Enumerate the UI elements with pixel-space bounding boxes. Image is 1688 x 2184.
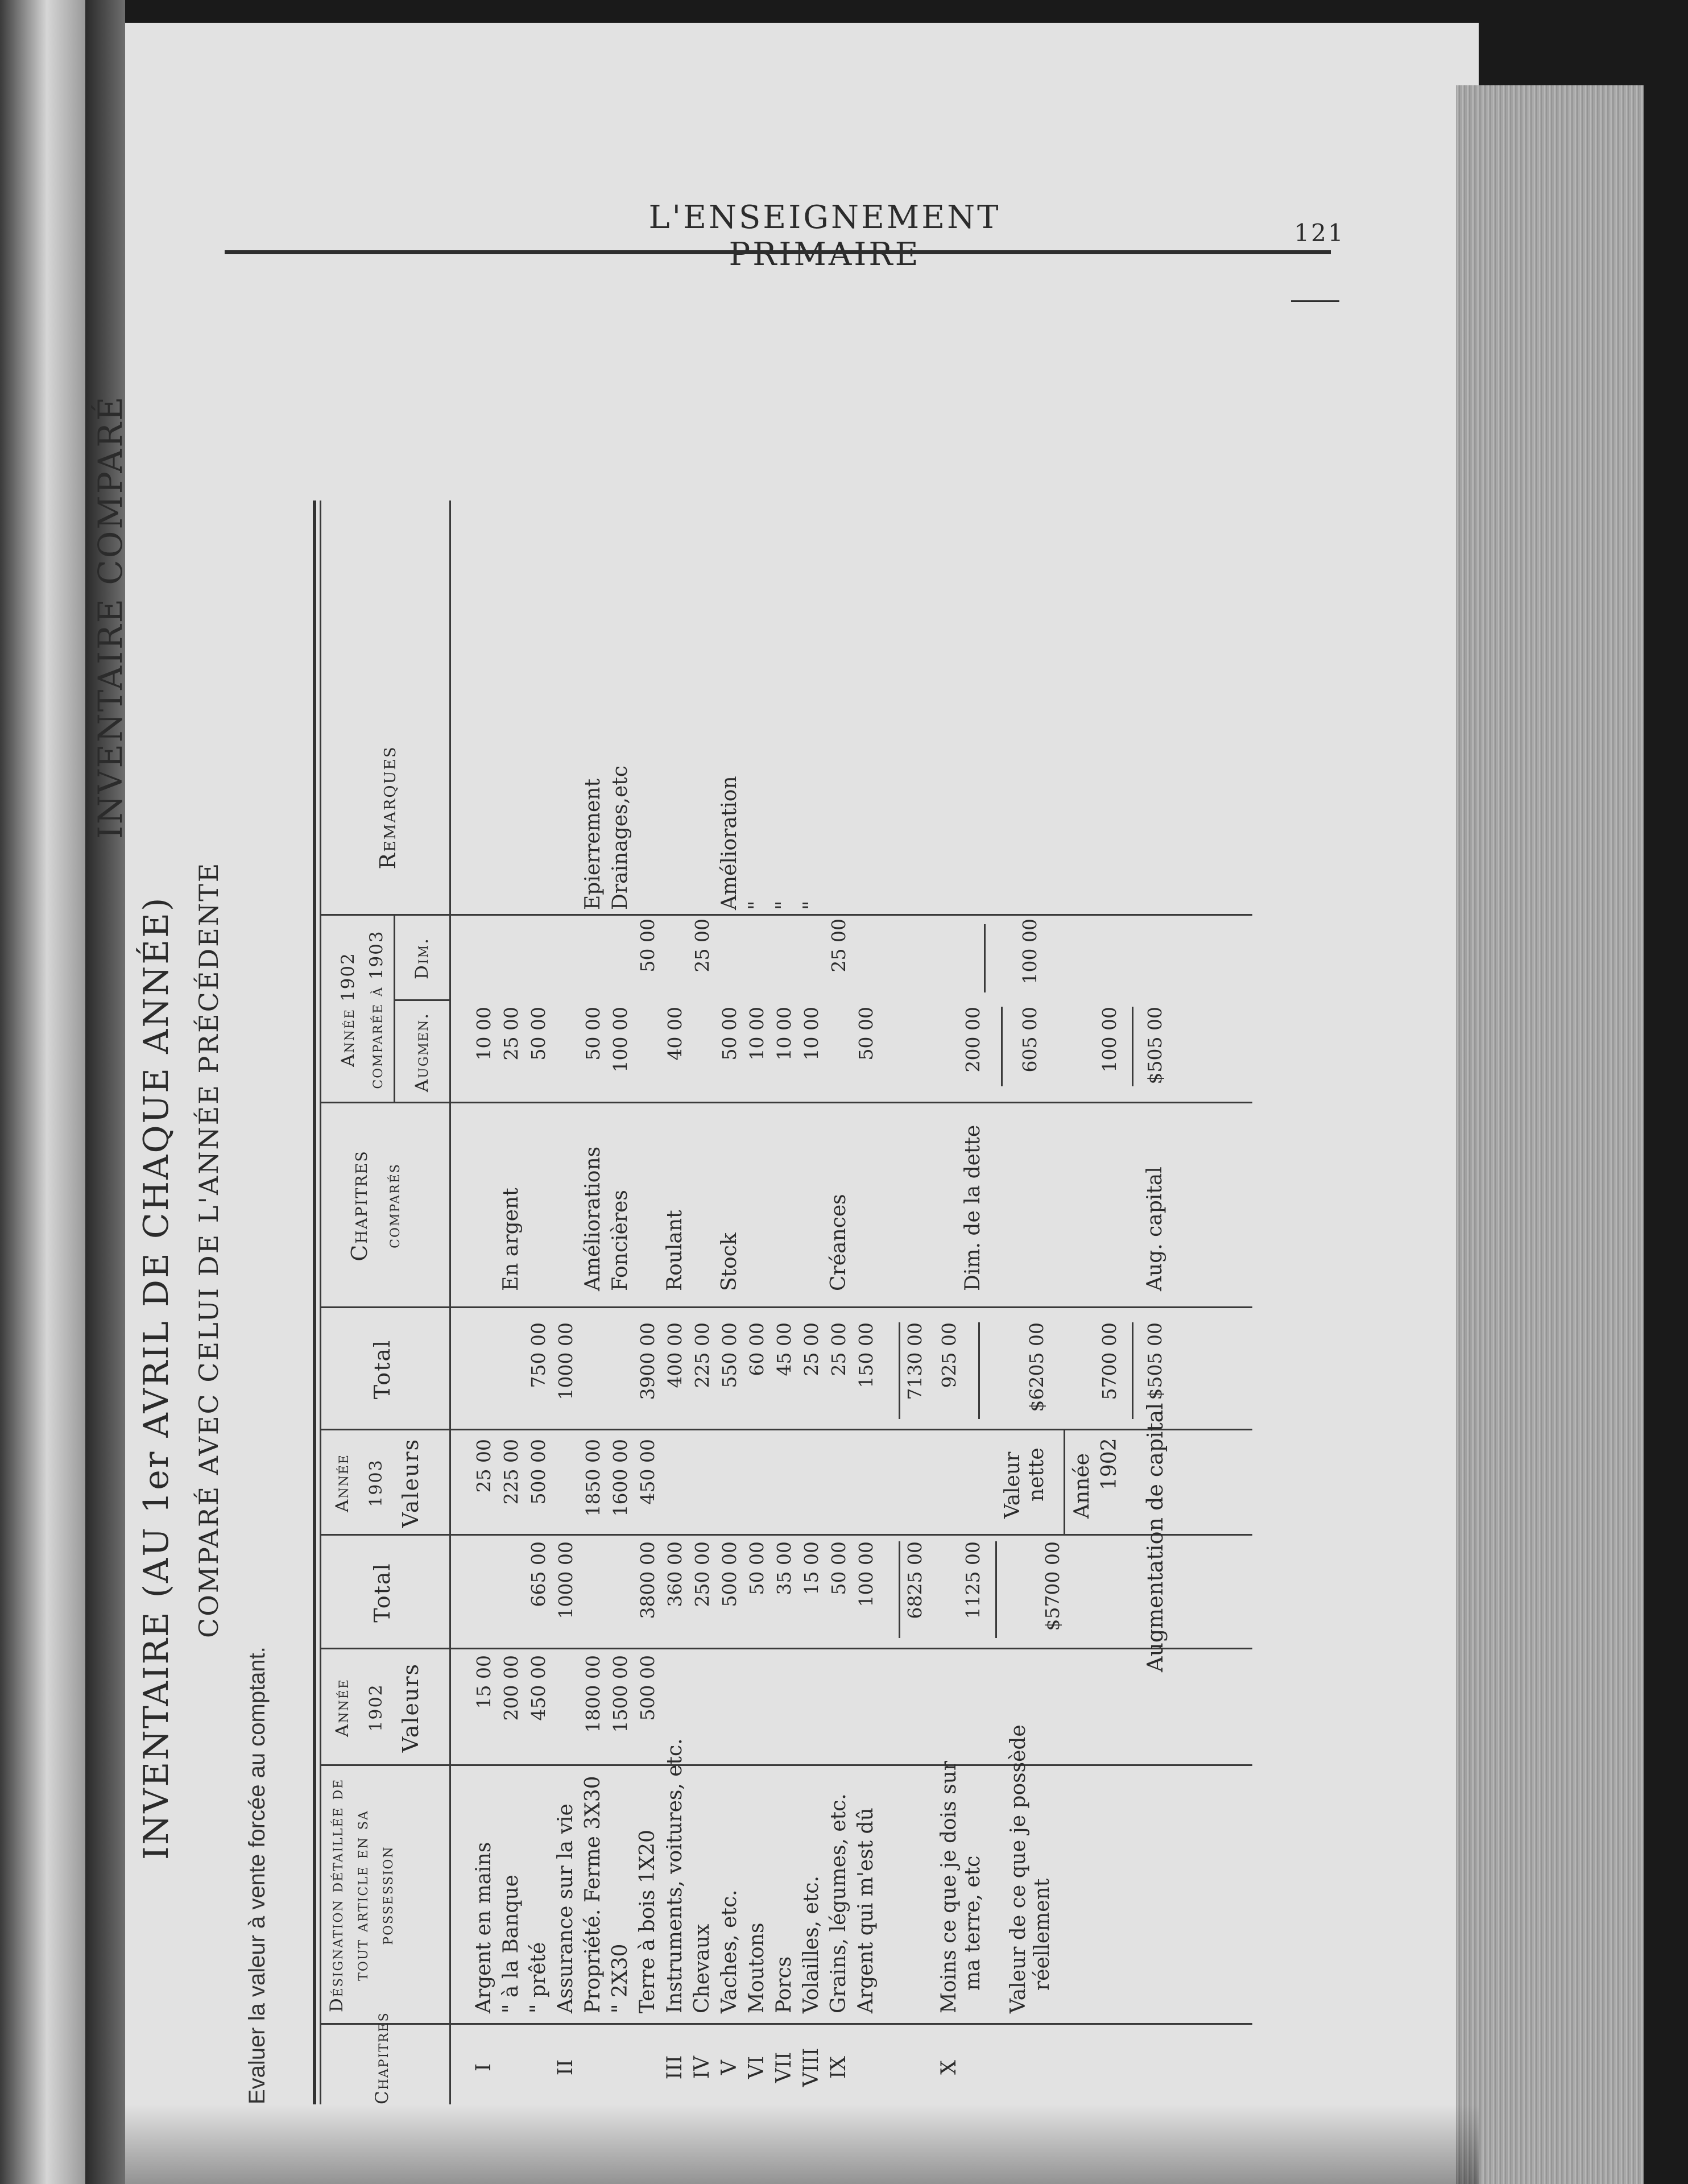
total-1902-cell: 100 00 [855,1541,877,1607]
total-1902-cell: 15 00 [800,1541,822,1595]
chapitre-cell: VI [745,2055,768,2079]
total-1902-cell: 3800 00 [636,1541,659,1619]
header-comp-1: Année 1902 [338,952,358,1067]
total-1902-cell: 50 00 [746,1541,768,1595]
remarque-cell: " [772,900,796,910]
table-top-rule [313,500,316,2104]
total-1903-cell: 150 00 [855,1322,877,1388]
col-sep [320,1648,1252,1649]
sum-rule-aug [1001,1007,1003,1086]
annee-label-1: Année [1070,1453,1094,1519]
header-comp-2: comparée à 1903 [366,930,387,1089]
augmentation-cell: 10 00 [773,1007,795,1061]
chapitre-cell: I [472,2063,495,2072]
chapitre-compare-cell: En argent [499,1188,523,1291]
valuation-note: Evaluer la valeur à vente forcée au comptant. [245,1647,270,2104]
chapitre-cell: VIII [800,2048,823,2087]
chapitre-compare-cell: Foncières [609,1190,632,1291]
diminution-cell: 50 00 [636,919,659,973]
value-1902-cell: 1800 00 [582,1655,604,1733]
annee-1902-val: 5700 00 [1098,1322,1120,1400]
header-designation-1: Désignation détaillée de [326,1778,347,2013]
dette-desc-2: ma terre, etc [961,1855,984,1991]
dette-aug: 200 00 [962,1007,984,1073]
value-1903-cell: 1850 00 [582,1439,604,1517]
remarque-cell: Drainages,etc [609,766,632,910]
augmentation-cell: 10 00 [800,1007,822,1061]
header-chap-comp-2: comparés [383,1163,404,1248]
total-1903-cell: 25 00 [828,1322,850,1376]
col-sep [320,1306,1252,1308]
designation-cell: Assurance sur la vie [554,1804,577,2013]
value-1902-cell: 200 00 [500,1655,522,1721]
col-sep [320,1429,1252,1430]
total-1903-cell: 1000 00 [555,1322,577,1400]
augmentation-label: Augmentation de capital [1143,1403,1168,1672]
sum-rule-final-aug [1132,1007,1133,1086]
value-1902-cell: 1500 00 [609,1655,631,1733]
designation-cell: Argent en mains [472,1842,495,2013]
sum-rule-1902b [995,1541,997,1638]
chapitre-cell: II [554,2059,577,2076]
dim-sum: 100 00 [1019,919,1041,985]
total-1902-cell: 665 00 [527,1541,549,1607]
header-dim: Dim. [412,937,432,979]
valeur-desc-2: réellement [1031,1878,1054,1991]
header-annee-1902-3: Valeurs [398,1662,423,1753]
header-designation-2: tout article en sa [351,1810,372,1981]
designation-cell: Porcs [772,1956,796,2013]
chap-x: X [937,2060,961,2075]
annee-rule [1064,1430,1065,1536]
valeur-label-2: nette [1025,1447,1048,1502]
remarque-cell: Amélioration [718,776,741,910]
chapitre-compare-cell: Roulant [663,1210,686,1291]
header-designation-3: possession [377,1846,397,1945]
remarque-cell: Epierrement [581,779,605,910]
aug-capital-val: $505 00 [1144,1007,1166,1085]
designation-cell: Instruments, voitures, etc. [663,1738,686,2013]
annee-label-2: 1902 [1098,1438,1121,1490]
chapitre-cell: IV [690,2055,714,2079]
header-annee-1903-1: Année [332,1454,353,1513]
chapitre-cell: IX [827,2056,850,2079]
augmentation-cell: 10 00 [746,1007,768,1061]
total-1903-cell: 400 00 [664,1322,686,1388]
augmentation-val: $505 00 [1144,1322,1166,1400]
remarque-cell: " [745,900,768,910]
header-augmen: Augmen. [412,1012,432,1093]
designation-cell: Vaches, etc. [718,1889,741,2013]
chapitre-compare-cell: Stock [718,1232,741,1291]
chapitre-cell: V [718,2060,741,2075]
sum-rule-1902 [899,1541,900,1638]
book-gutter [85,0,125,2184]
col-sep [320,914,1252,916]
designation-cell: Grains, légumes, etc. [827,1793,850,2013]
designation-cell: Volailles, etc. [800,1876,823,2013]
comp-subhead-rule [394,916,395,1103]
value-1903-cell: 25 00 [473,1439,495,1493]
aug-capital-label: Aug. capital [1143,1167,1166,1291]
augmentation-cell: 40 00 [664,1007,686,1061]
left-page-edge [0,0,85,2184]
side-title: INVENTAIRE COMPARÉ [91,395,130,839]
dette-1903: 925 00 [938,1322,960,1388]
remarque-cell: " [800,900,823,910]
rotated-inventory-table [91,205,1405,2104]
header-chapitres: Chapitres [372,2012,392,2104]
header-total-1903: Total [370,1339,395,1400]
designation-cell: " à la Banque [499,1875,523,2013]
main-title: INVENTAIRE (AU 1er AVRIL DE CHAQUE ANNÉE) [136,896,176,1860]
designation-cell: Moutons [745,1922,768,2013]
dette-1902: 1125 00 [962,1541,984,1619]
page-edges [1456,85,1644,2184]
value-1903-cell: 500 00 [527,1439,549,1505]
col-sep [320,1102,1252,1103]
diminution-cell: 25 00 [828,919,850,973]
total-1902-cell: 500 00 [718,1541,740,1607]
dette-comp: Dim. de la dette [961,1124,984,1291]
value-1902-cell: 450 00 [527,1655,549,1721]
col-sep [320,1764,1252,1766]
value-1903-cell: 225 00 [500,1439,522,1505]
valeur-1902: $5700 00 [1041,1541,1064,1631]
dette-desc-1: Moins ce que je dois sur [937,1761,961,2013]
table-top-rule-2 [320,500,321,2104]
sub-title: COMPARÉ AVEC CELUI DE L'ANNÉE PRÉCÉDENTE [193,861,224,1638]
value-1903-cell: 450 00 [636,1439,659,1505]
remarques-underline [449,722,451,893]
augmentation-cell: 50 00 [527,1007,549,1061]
augmentation-cell: 50 00 [855,1007,877,1061]
col-sep [320,1534,1252,1536]
total-1902-cell: 250 00 [691,1541,713,1607]
header-total-1902: Total [370,1562,395,1623]
designation-cell: Propriété. Ferme 3X30 [581,1776,605,2013]
header-annee-1903-2: 1903 [366,1459,386,1507]
total-1902-cell: 50 00 [828,1541,850,1595]
augmentation-cell: 100 00 [609,1007,631,1073]
header-annee-1902-2: 1902 [366,1684,386,1732]
total-1902-cell: 360 00 [664,1541,686,1607]
header-annee-1903-3: Valeurs [398,1438,423,1528]
chapitre-compare-cell: Améliorations [581,1146,605,1291]
designation-cell: " prêté [527,1942,550,2013]
header-chap-comp-1: Chapitres [347,1150,372,1261]
sum-rule-1903 [899,1322,900,1419]
augmentation-cell: 50 00 [718,1007,740,1061]
value-1902-cell: 15 00 [473,1655,495,1709]
augmentation-cell: 50 00 [582,1007,604,1061]
chapitre-cell: III [663,2055,686,2080]
header-annee-1902-1: Année [332,1678,353,1738]
chapitre-compare-cell: Créances [827,1194,850,1291]
designation-cell: " 2X30 [609,1943,632,2013]
total-1902-cell: 35 00 [773,1541,795,1595]
valeur-1903: $6205 00 [1025,1322,1048,1412]
total-1903-cell: 60 00 [746,1322,768,1376]
col-sep [320,2023,1252,2025]
header-remarques: Remarques [375,746,400,870]
total-1903-cell: 3900 00 [636,1322,659,1400]
value-1902-cell: 500 00 [636,1655,659,1721]
total-1903-cell: 45 00 [773,1322,795,1376]
page-number: 121 [1294,219,1345,247]
aug-sum: 605 00 [1019,1007,1041,1073]
total-1903: 7130 00 [904,1322,926,1400]
designation-cell: Terre à bois 1X20 [636,1829,659,2013]
augmentation-cell: 25 00 [500,1007,522,1061]
chapitre-cell: VII [772,2051,796,2083]
bottom-shadow [125,2104,1479,2184]
total-1903-cell: 25 00 [800,1322,822,1376]
sum-rule-dim [984,924,986,992]
diminution-cell: 25 00 [691,919,713,973]
augmentation-cell: 10 00 [473,1007,495,1061]
total-1903-cell: 550 00 [718,1322,740,1388]
sum-rule-final [1132,1322,1133,1419]
total-1903-cell: 225 00 [691,1322,713,1388]
total-1903-cell: 750 00 [527,1322,549,1388]
valeur-desc-1: Valeur de ce que je possède [1007,1724,1030,2013]
total-1902-cell: 1000 00 [555,1541,577,1619]
running-title: L'ENSEIGNEMENT PRIMAIRE [648,199,1001,273]
aug-total: 100 00 [1098,1007,1120,1073]
value-1903-cell: 1600 00 [609,1439,631,1517]
designation-cell: Chevaux [690,1924,714,2013]
total-1902: 6825 00 [904,1541,926,1619]
sum-rule-1903b [978,1322,980,1419]
valeur-label-1: Valeur [1001,1451,1024,1519]
designation-cell: Argent qui m'est dû [854,1807,878,2013]
